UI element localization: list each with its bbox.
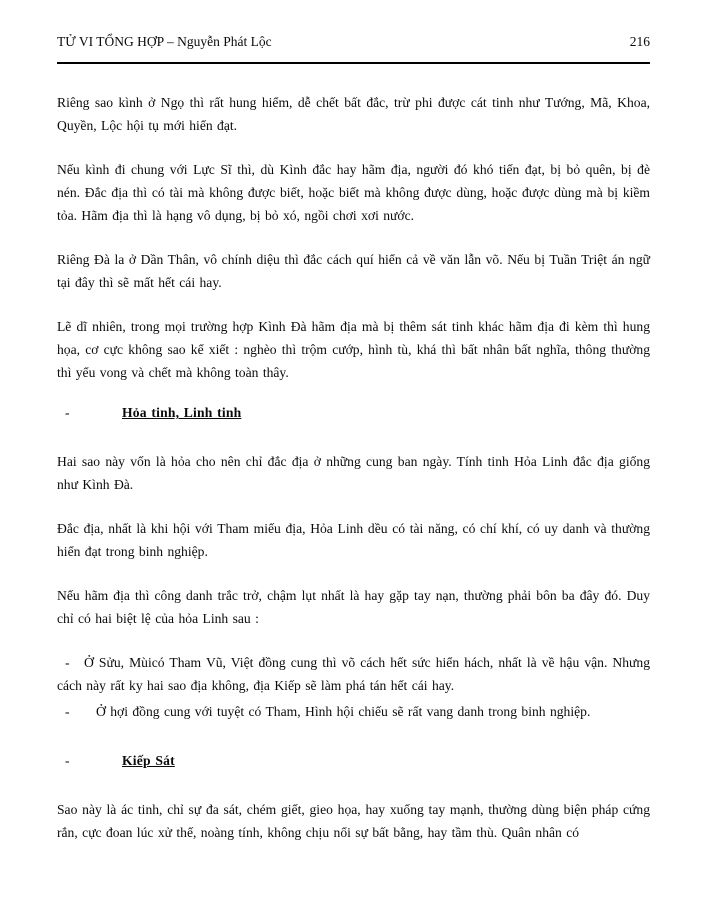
heading-dash: - <box>65 405 70 420</box>
paragraph: Hai sao này vốn là hỏa cho nên chỉ đắc địa ở những cung ban ngày. Tính tinh Hỏa Linh đắc địa giống như Kình Đà. <box>57 454 650 492</box>
section-heading <box>57 749 650 772</box>
heading-label: Kiếp Sát <box>122 753 175 768</box>
bullet-item <box>57 700 650 723</box>
heading-label: Hỏa tinh, Linh tinh <box>122 405 242 420</box>
bullet-dash: - <box>65 655 70 670</box>
bullet-item <box>57 651 650 697</box>
paragraph: Đắc địa, nhất là khi hội với Tham miếu địa, Hỏa Linh dều có tài năng, có chí khí, có uy danh và thường hiển đạt trong binh nghiệp. <box>57 521 650 559</box>
section-heading <box>57 401 650 424</box>
header-rule <box>57 62 650 64</box>
paragraph: Lẽ dĩ nhiên, trong mọi trường hợp Kình Đà hãm địa mà bị thêm sát tinh khác hãm địa đi kèm thì hung họa, cơ cực không sao kể xiết : nghèo thì trộm cướp, hình tù, khá thì bất nhân bất nghĩa, thông thường thì yểu vong và chết mà không toàn thây. <box>57 319 650 380</box>
paragraph: Sao này là ác tinh, chỉ sự đa sát, chém giết, gieo họa, hay xuống tay mạnh, thường dùng biện pháp cứng rắn, cực đoan lúc xử thế, noàng tính, không chịu nổi sự bất bằng, hay tầm thù. Quân nhân có <box>57 802 650 840</box>
page-body <box>57 91 650 844</box>
page-number: 216 <box>629 34 650 49</box>
bullet-dash: - <box>65 704 70 719</box>
paragraph: Nếu kình đi chung với Lực Sĩ thì, dù Kình đắc hay hãm địa, người đó khó tiến đạt, bị bỏ quên, bị đè nén. Đắc địa thì có tài mà không được biết, hoặc biết mà không được dùng, hoặc được dùng mà bị kiềm tỏa. Hãm địa thì là hạng vô dụng, bị bỏ xó, ngồi chơi xơi nước. <box>57 162 650 223</box>
paragraph: Nếu hãm địa thì công danh trắc trở, chậm lụt nhất là hay gặp tay nạn, thường phải bôn ba đây đó. Duy chỉ có hai biệt lệ của hỏa Linh sau : <box>57 588 650 626</box>
running-header <box>57 34 650 50</box>
paragraph: Riêng Đà la ở Dần Thân, vô chính diệu thì đắc cách quí hiển cả về văn lẫn võ. Nếu bị Tuần Triệt án ngữ tại đây thì sẽ mất hết cái hay. <box>57 252 650 290</box>
paragraph: Riêng sao kình ở Ngọ thì rất hung hiểm, dễ chết bất đắc, trừ phi được cát tinh như Tướng, Mã, Khoa, Quyền, Lộc hội tụ mới hiển đạt. <box>57 95 650 133</box>
bullet-text: Ở Sửu, Mùicó Tham Vũ, Việt đồng cung thì võ cách hết sức hiển hách, nhất là về hậu vận. Nhưng cách này rất ky hai sao địa không, địa Kiếp sẽ làm phá tán hết cái hay. <box>57 655 650 693</box>
heading-dash: - <box>65 753 70 768</box>
book-title: TỬ VI TỔNG HỢP – Nguyễn Phát Lộc <box>57 34 272 49</box>
bullet-text: Ở hợi đồng cung với tuyệt có Tham, Hình hội chiếu sẽ rất vang danh trong binh nghiệp. <box>96 704 591 719</box>
